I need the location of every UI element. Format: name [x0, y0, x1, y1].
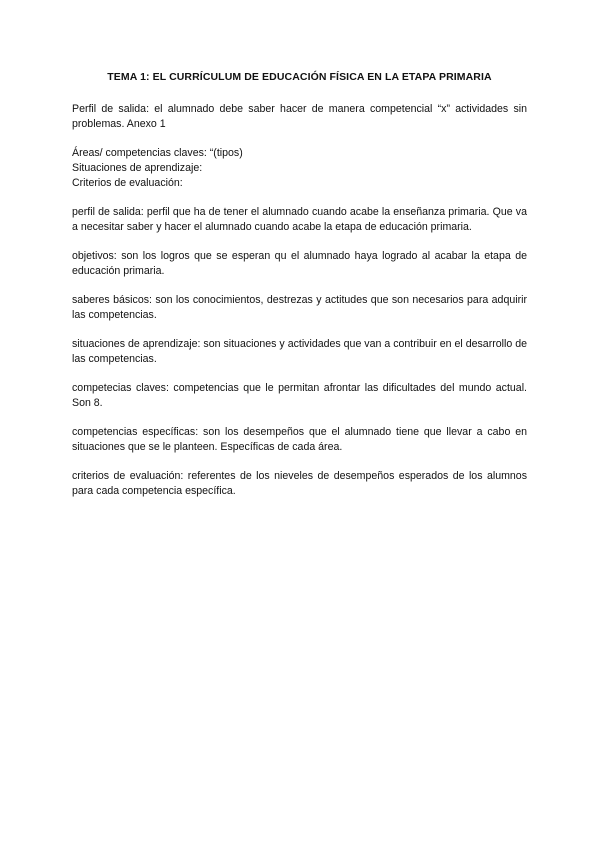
- definition-competencias-especificas: competencias específicas: son los desempeños que el alumnado tiene que llevar a cabo en situaciones que se le planteen. Específicas de cada área.: [72, 426, 527, 453]
- document-page: [72, 70, 527, 513]
- intro-paragraph: Perfil de salida: el alumnado debe saber hacer de manera competencial “x” actividades sin problemas. Anexo 1: [72, 103, 527, 130]
- definition-situaciones-de-aprendizaje: situaciones de aprendizaje: son situaciones y actividades que van a contribuir en el desarrollo de las competencias.: [72, 338, 527, 365]
- document-title: TEMA 1: EL CURRÍCULUM DE EDUCACIÓN FÍSICA EN LA ETAPA PRIMARIA: [107, 71, 492, 83]
- definition-competencias-claves: competecias claves: competencias que le permitan afrontar las dificultades del mundo actual. Son 8.: [72, 382, 527, 409]
- outline-list: [72, 146, 527, 191]
- outline-item-situaciones: Situaciones de aprendizaje:: [72, 162, 203, 174]
- definition-saberes-basicos: saberes básicos: son los conocimientos, destrezas y actitudes que son necesarios para adquirir las competencias.: [72, 294, 527, 321]
- definition-perfil-de-salida: perfil de salida: perfil que ha de tener el alumnado cuando acabe la enseñanza primaria. Que va a necesitar saber y hacer el alumnado cuando acabe la etapa de educación primaria.: [72, 206, 527, 233]
- definition-criterios-de-evaluacion: criterios de evaluación: referentes de los nieveles de desempeños esperados de los alumnos para cada competencia específica.: [72, 470, 527, 497]
- outline-item-areas: Áreas/ competencias claves: “(tipos): [72, 147, 243, 159]
- definition-objetivos: objetivos: son los logros que se esperan qu el alumnado haya logrado al acabar la etapa de educación primaria.: [72, 250, 527, 277]
- outline-item-criterios: Criterios de evaluación:: [72, 177, 183, 189]
